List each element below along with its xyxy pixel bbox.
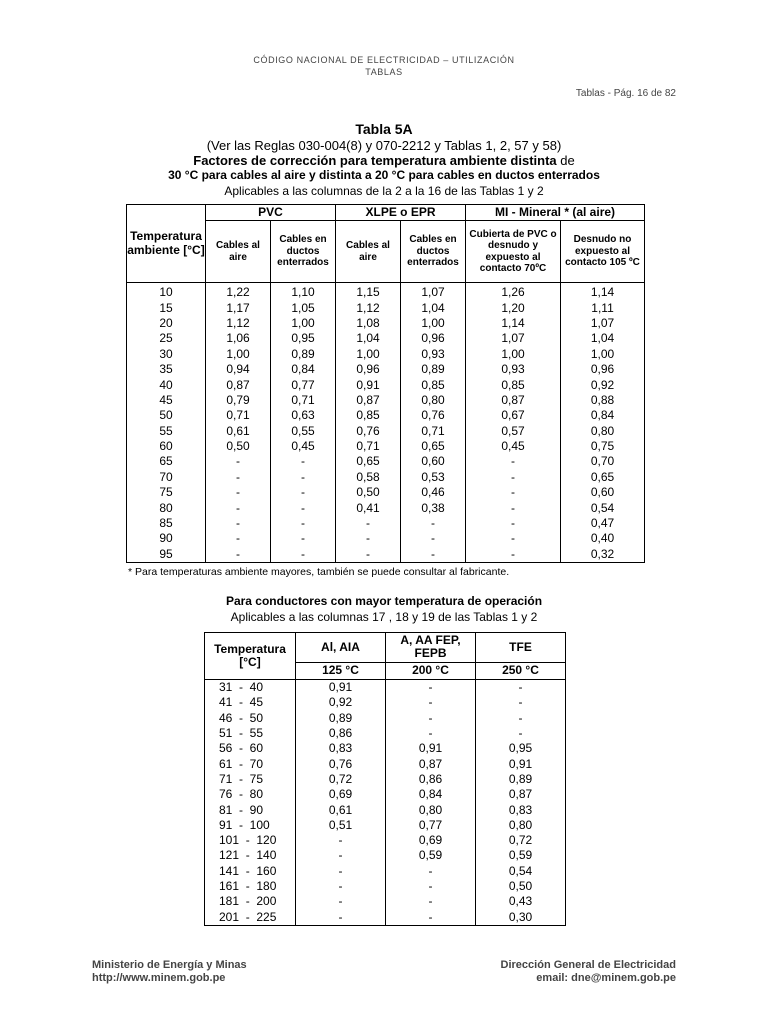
correction-factors-table: [126, 204, 645, 563]
factor-cell: 0,61: [296, 802, 386, 817]
factor-cell: -: [206, 454, 271, 469]
t2-temp-125: 125 °C: [296, 662, 386, 679]
temperature-cell: 10: [127, 283, 206, 301]
factor-cell: -: [336, 516, 401, 531]
temperature-range: 81 - 90: [219, 802, 264, 817]
factor-cell: -: [466, 470, 561, 485]
temperature-range: 56 - 60: [219, 741, 264, 756]
table-row: [127, 531, 645, 546]
factor-cell: 0,60: [401, 454, 466, 469]
table-row: [205, 848, 566, 863]
factor-cell: 0,96: [561, 362, 645, 377]
factor-cell: -: [401, 547, 466, 563]
factor-cell: 0,43: [476, 894, 566, 909]
factor-cell: 0,91: [386, 741, 476, 756]
subheader-xlpe-ducts: Cables en ductos enterrados: [401, 221, 466, 283]
table-row: [127, 316, 645, 331]
factor-cell: 1,15: [336, 283, 401, 301]
t2-header-al-aia: Al, AIA: [296, 633, 386, 663]
temperature-cell: 35: [127, 362, 206, 377]
table-row: [127, 547, 645, 563]
subheader-mi-pvc-exposed: Cubierta de PVC o desnudo y expuesto al contacto 70ºC: [466, 221, 561, 283]
factor-cell: 0,93: [401, 347, 466, 362]
factor-cell: 0,83: [476, 802, 566, 817]
factor-cell: 1,10: [271, 283, 336, 301]
table-row: [127, 347, 645, 362]
factor-cell: 0,83: [296, 741, 386, 756]
t2-temp-250: 250 °C: [476, 662, 566, 679]
subheader-pvc-air: Cables al aire: [206, 221, 271, 283]
factor-cell: 0,96: [401, 331, 466, 346]
factor-cell: -: [386, 864, 476, 879]
table-row: [205, 726, 566, 741]
table-row: [127, 362, 645, 377]
factor-cell: -: [386, 711, 476, 726]
temperature-cell: 45: [127, 393, 206, 408]
factor-cell: 1,00: [336, 347, 401, 362]
temperature-cell: [205, 695, 296, 710]
factor-cell: 0,89: [476, 772, 566, 787]
factor-cell: 0,58: [336, 470, 401, 485]
table-row: [205, 833, 566, 848]
subheader-xlpe-air: Cables al aire: [336, 221, 401, 283]
factor-cell: 0,77: [386, 818, 476, 833]
table-row: [205, 879, 566, 894]
factor-cell: 1,12: [336, 300, 401, 315]
factor-cell: -: [386, 695, 476, 710]
factor-cell: 1,22: [206, 283, 271, 301]
temperature-cell: [205, 741, 296, 756]
factor-cell: 0,76: [296, 756, 386, 771]
factor-cell: 0,77: [271, 377, 336, 392]
factor-cell: 0,87: [206, 377, 271, 392]
table-subtitle-bold: [0, 153, 768, 168]
temperature-cell: 40: [127, 377, 206, 392]
factor-cell: -: [271, 547, 336, 563]
factor-cell: 0,69: [386, 833, 476, 848]
temperature-range: 46 - 50: [219, 710, 264, 725]
factor-cell: 0,45: [466, 439, 561, 454]
temperature-range: 51 - 55: [219, 726, 264, 741]
factor-cell: -: [476, 726, 566, 741]
footer-directorate: Dirección General de Electricidad: [500, 959, 676, 971]
temperature-range: 61 - 70: [219, 756, 264, 771]
factor-cell: 0,91: [296, 680, 386, 696]
factor-cell: 0,45: [271, 439, 336, 454]
factor-cell: 0,69: [296, 787, 386, 802]
temperature-cell: [205, 909, 296, 925]
table-row: [205, 818, 566, 833]
factor-cell: 0,46: [401, 485, 466, 500]
factor-cell: 0,53: [401, 470, 466, 485]
subheader-pvc-ducts: Cables en ductos enterrados: [271, 221, 336, 283]
factor-cell: 1,06: [206, 331, 271, 346]
factor-cell: -: [336, 547, 401, 563]
factor-cell: 0,88: [561, 393, 645, 408]
temperature-cell: 65: [127, 454, 206, 469]
factor-cell: 1,07: [401, 283, 466, 301]
factor-cell: 0,72: [476, 833, 566, 848]
factor-cell: 0,80: [386, 802, 476, 817]
table-row: [127, 283, 645, 301]
temperature-cell: 75: [127, 485, 206, 500]
temperature-cell: [205, 787, 296, 802]
factor-cell: 0,94: [206, 362, 271, 377]
factor-cell: 0,85: [401, 377, 466, 392]
temperature-cell: [205, 833, 296, 848]
factor-cell: 1,14: [466, 316, 561, 331]
factor-cell: 0,87: [466, 393, 561, 408]
factor-cell: 0,51: [296, 818, 386, 833]
factor-cell: 1,00: [271, 316, 336, 331]
table-applicability: Aplicables a las columnas de la 2 a la 16 de las Tablas 1 y 2: [224, 184, 544, 198]
table2-applicability: Aplicables a las columnas 17 , 18 y 19 de las Tablas 1 y 2: [230, 610, 538, 624]
factor-cell: -: [466, 516, 561, 531]
factor-cell: 1,00: [466, 347, 561, 362]
table-row: [205, 894, 566, 909]
subtitle-de: de: [556, 153, 575, 168]
table-row: [127, 331, 645, 346]
factor-cell: 0,85: [466, 377, 561, 392]
factor-cell: 0,80: [476, 818, 566, 833]
page-number: Tablas - Pág. 16 de 82: [575, 88, 676, 99]
table-row: [127, 439, 645, 454]
factor-cell: 0,63: [271, 408, 336, 423]
factor-cell: -: [401, 516, 466, 531]
temperature-cell: 85: [127, 516, 206, 531]
temperature-cell: 50: [127, 408, 206, 423]
temperature-range: 201 - 225: [219, 909, 277, 924]
table-row: [127, 393, 645, 408]
table-row: [127, 500, 645, 515]
subtitle-bold-text: Factores de corrección para temperatura ambiente distinta: [193, 153, 557, 168]
factor-cell: 1,04: [401, 300, 466, 315]
factor-cell: 0,30: [476, 909, 566, 925]
temperature-cell: 90: [127, 531, 206, 546]
footer-url[interactable]: http://www.minem.gob.pe: [92, 972, 226, 984]
temperature-cell: 70: [127, 470, 206, 485]
factor-cell: 0,65: [561, 470, 645, 485]
footer-ministry: Ministerio de Energía y Minas: [92, 959, 247, 971]
factor-cell: -: [466, 547, 561, 563]
factor-cell: 0,76: [401, 408, 466, 423]
factor-cell: 1,00: [206, 347, 271, 362]
factor-cell: 0,70: [561, 454, 645, 469]
header-group-xlpe: XLPE o EPR: [336, 205, 466, 221]
table-row: [127, 408, 645, 423]
factor-cell: -: [206, 531, 271, 546]
t2-temp-200: 200 °C: [386, 662, 476, 679]
factor-cell: 0,50: [476, 879, 566, 894]
factor-cell: 0,87: [336, 393, 401, 408]
temperature-range: 41 - 45: [219, 695, 264, 710]
temperature-range: 31 - 40: [219, 680, 264, 695]
factor-cell: -: [271, 516, 336, 531]
factor-cell: 0,50: [336, 485, 401, 500]
table-row: [127, 516, 645, 531]
temperature-range: 161 - 180: [219, 879, 277, 893]
temperature-cell: 60: [127, 439, 206, 454]
table-row: [205, 711, 566, 726]
factor-cell: 0,57: [466, 424, 561, 439]
factor-cell: -: [336, 531, 401, 546]
factor-cell: 0,96: [336, 362, 401, 377]
factor-cell: -: [271, 531, 336, 546]
factor-cell: 0,54: [561, 500, 645, 515]
factor-cell: -: [386, 879, 476, 894]
table-row: [127, 454, 645, 469]
header-temperature: Temperatura ambiente [°C]: [127, 205, 206, 283]
table-footnote: * Para temperaturas ambiente mayores, también se puede consultar al fabricante.: [128, 566, 510, 578]
factor-cell: 0,95: [271, 331, 336, 346]
temperature-cell: 25: [127, 331, 206, 346]
temperature-cell: 15: [127, 300, 206, 315]
factor-cell: -: [296, 909, 386, 925]
factor-cell: -: [296, 864, 386, 879]
factor-cell: 0,84: [386, 787, 476, 802]
factor-cell: 0,86: [296, 726, 386, 741]
factor-cell: -: [466, 500, 561, 515]
factor-cell: 0,89: [271, 347, 336, 362]
factor-cell: 0,55: [271, 424, 336, 439]
temperature-range: 101 - 120: [219, 833, 277, 848]
temperature-range: 76 - 80: [219, 787, 264, 802]
factor-cell: -: [401, 531, 466, 546]
factor-cell: 0,59: [386, 848, 476, 863]
table2-title: Para conductores con mayor temperatura de operación: [225, 594, 543, 608]
table-row: [127, 377, 645, 392]
factor-cell: 0,79: [206, 393, 271, 408]
factor-cell: 1,04: [336, 331, 401, 346]
factor-cell: 1,04: [561, 331, 645, 346]
factor-cell: 0,91: [336, 377, 401, 392]
factor-cell: 1,07: [561, 316, 645, 331]
table-row: [205, 909, 566, 925]
table-row: [205, 787, 566, 802]
temperature-cell: [205, 680, 296, 696]
table-subtitle-conditions: 30 °C para cables al aire y distinta a 20 °C para cables en ductos enterrados: [168, 168, 600, 182]
high-temp-conductors-table: [204, 632, 566, 926]
factor-cell: 0,89: [296, 711, 386, 726]
factor-cell: 0,71: [401, 424, 466, 439]
factor-cell: 0,32: [561, 547, 645, 563]
factor-cell: -: [271, 485, 336, 500]
factor-cell: 0,38: [401, 500, 466, 515]
factor-cell: 0,71: [336, 439, 401, 454]
factor-cell: -: [386, 909, 476, 925]
factor-cell: -: [476, 680, 566, 696]
table-row: [127, 470, 645, 485]
factor-cell: -: [466, 485, 561, 500]
factor-cell: 0,54: [476, 864, 566, 879]
factor-cell: 0,67: [466, 408, 561, 423]
factor-cell: -: [296, 833, 386, 848]
factor-cell: -: [206, 470, 271, 485]
factor-cell: -: [466, 454, 561, 469]
temperature-cell: [205, 848, 296, 863]
factor-cell: -: [386, 726, 476, 741]
factor-cell: 0,87: [386, 756, 476, 771]
footer-left: [92, 959, 247, 985]
temperature-cell: [205, 756, 296, 771]
t2-header-tfe: TFE: [476, 633, 566, 663]
table-row: [205, 741, 566, 756]
factor-cell: 0,93: [466, 362, 561, 377]
factor-cell: 1,05: [271, 300, 336, 315]
factor-cell: 0,84: [271, 362, 336, 377]
factor-cell: -: [271, 470, 336, 485]
factor-cell: 0,40: [561, 531, 645, 546]
factor-cell: 1,17: [206, 300, 271, 315]
t2-header-temperature: Temperatura [°C]: [205, 633, 296, 680]
temperature-range: 121 - 140: [219, 848, 277, 863]
table-row: [205, 695, 566, 710]
factor-cell: 1,11: [561, 300, 645, 315]
temperature-range: 91 - 100: [219, 817, 270, 832]
temperature-cell: 80: [127, 500, 206, 515]
factor-cell: 0,50: [206, 439, 271, 454]
factor-cell: -: [206, 516, 271, 531]
factor-cell: 0,76: [336, 424, 401, 439]
temperature-cell: [205, 879, 296, 894]
temperature-cell: [205, 864, 296, 879]
factor-cell: -: [296, 879, 386, 894]
table-row: [205, 756, 566, 771]
temperature-cell: [205, 726, 296, 741]
factor-cell: 0,47: [561, 516, 645, 531]
temperature-range: 181 - 200: [219, 894, 277, 909]
subheader-mi-bare: Desnudo no expuesto al contacto 105 ºC: [561, 221, 645, 283]
factor-cell: 0,71: [271, 393, 336, 408]
temperature-range: 71 - 75: [219, 771, 264, 786]
factor-cell: -: [206, 485, 271, 500]
factor-cell: 1,07: [466, 331, 561, 346]
table-row: [127, 424, 645, 439]
factor-cell: 1,00: [401, 316, 466, 331]
table-row: [205, 680, 566, 696]
temperature-cell: 20: [127, 316, 206, 331]
table-row: [127, 485, 645, 500]
temperature-cell: [205, 894, 296, 909]
factor-cell: 0,80: [401, 393, 466, 408]
factor-cell: 0,72: [296, 772, 386, 787]
factor-cell: -: [206, 500, 271, 515]
table-row: [205, 772, 566, 787]
t2-header-fep: A, AA FEP, FEPB: [386, 633, 476, 663]
factor-cell: 0,75: [561, 439, 645, 454]
temperature-cell: [205, 711, 296, 726]
table-row: [205, 802, 566, 817]
header-group-pvc: PVC: [206, 205, 336, 221]
temperature-cell: [205, 818, 296, 833]
factor-cell: 0,92: [561, 377, 645, 392]
factor-cell: 0,86: [386, 772, 476, 787]
factor-cell: -: [476, 695, 566, 710]
factor-cell: 1,26: [466, 283, 561, 301]
factor-cell: -: [206, 547, 271, 563]
factor-cell: 0,84: [561, 408, 645, 423]
temperature-cell: 30: [127, 347, 206, 362]
factor-cell: 0,59: [476, 848, 566, 863]
document-header-section: TABLAS: [365, 67, 403, 77]
factor-cell: 0,80: [561, 424, 645, 439]
table-row: [205, 864, 566, 879]
document-header-title: CÓDIGO NACIONAL DE ELECTRICIDAD – UTILIZACIÓN: [253, 55, 515, 65]
factor-cell: 1,12: [206, 316, 271, 331]
factor-cell: 0,65: [336, 454, 401, 469]
temperature-cell: [205, 802, 296, 817]
factor-cell: 0,89: [401, 362, 466, 377]
factor-cell: 0,92: [296, 695, 386, 710]
factor-cell: 0,71: [206, 408, 271, 423]
factor-cell: 0,60: [561, 485, 645, 500]
factor-cell: 0,65: [401, 439, 466, 454]
table-title: Tabla 5A: [355, 121, 413, 137]
temperature-cell: [205, 772, 296, 787]
temperature-cell: 55: [127, 424, 206, 439]
factor-cell: -: [271, 500, 336, 515]
factor-cell: -: [296, 848, 386, 863]
factor-cell: 0,95: [476, 741, 566, 756]
temperature-range: 141 - 160: [219, 863, 277, 878]
factor-cell: 1,00: [561, 347, 645, 362]
temperature-cell: 95: [127, 547, 206, 563]
factor-cell: 0,61: [206, 424, 271, 439]
factor-cell: -: [466, 531, 561, 546]
factor-cell: 1,20: [466, 300, 561, 315]
factor-cell: -: [296, 894, 386, 909]
factor-cell: 0,41: [336, 500, 401, 515]
footer-right: [501, 959, 676, 985]
header-group-mineral: MI - Mineral * (al aire): [466, 205, 645, 221]
factor-cell: 0,85: [336, 408, 401, 423]
factor-cell: 1,14: [561, 283, 645, 301]
factor-cell: -: [271, 454, 336, 469]
factor-cell: 1,08: [336, 316, 401, 331]
table-references: (Ver las Reglas 030-004(8) y 070-2212 y Tablas 1, 2, 57 y 58): [206, 138, 562, 153]
table-row: [127, 300, 645, 315]
factor-cell: 0,91: [476, 756, 566, 771]
footer-email[interactable]: email: dne@minem.gob.pe: [536, 972, 676, 984]
factor-cell: -: [386, 894, 476, 909]
factor-cell: -: [476, 711, 566, 726]
factor-cell: 0,87: [476, 787, 566, 802]
factor-cell: -: [386, 680, 476, 696]
